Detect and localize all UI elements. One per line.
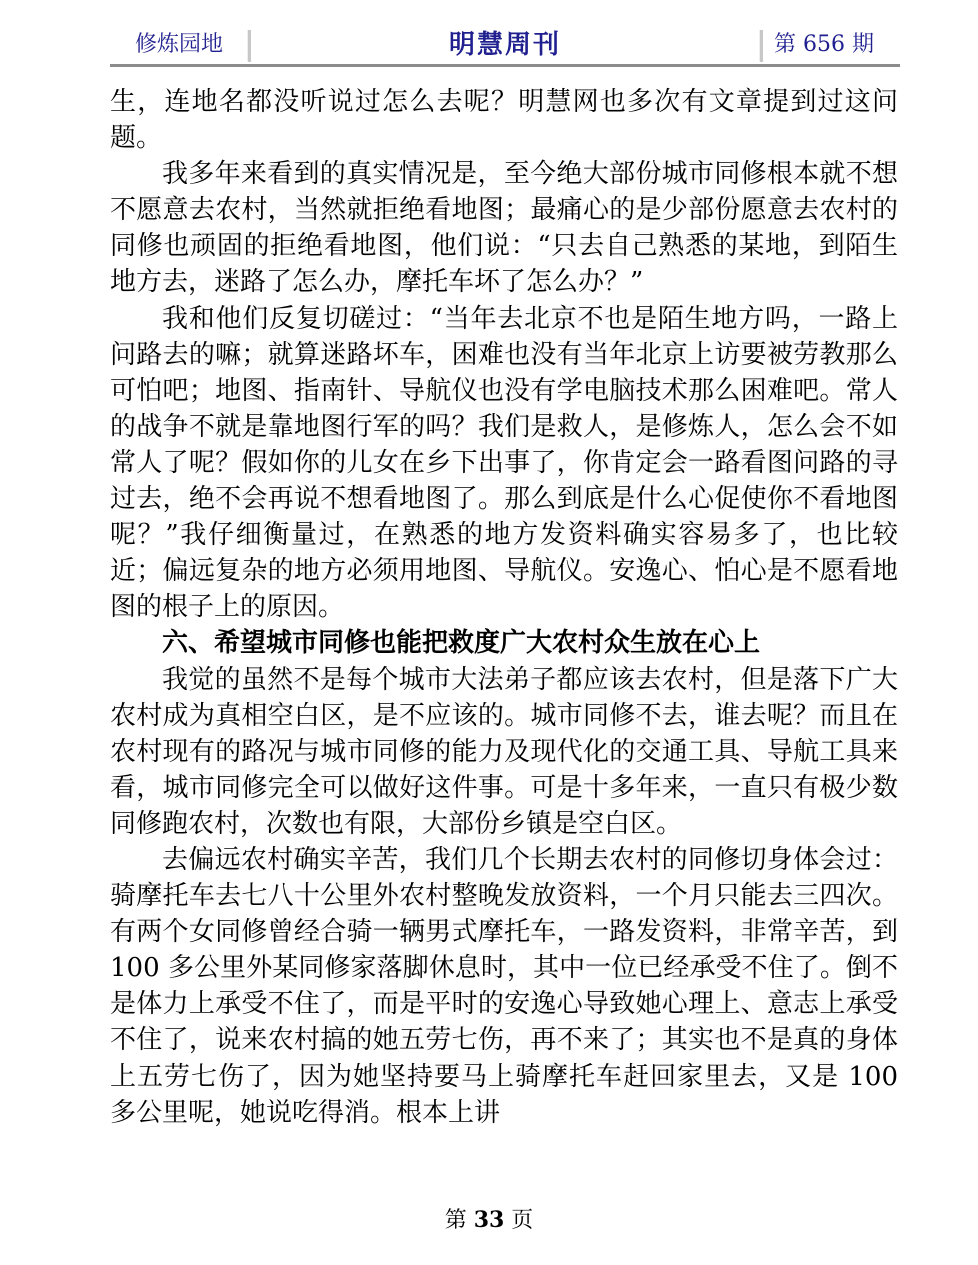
publication-title: 明慧周刊 bbox=[448, 30, 561, 60]
issue-number: 第 656 期 bbox=[774, 32, 874, 57]
page-header bbox=[110, 26, 900, 66]
page-number: 33 bbox=[473, 1207, 505, 1233]
footer-suffix: 页 bbox=[504, 1208, 534, 1233]
paragraph: 我和他们反复切磋过：“当年去北京不也是陌生地方吗，一路上问路去的嘛；就算迷路坏车，困难也没有当年北京上访要被劳教那么可怕吧；地图、指南针、导航仪也没有学电脑技术那么困难吧。常人的战争不就是靠地图行军的吗？我们是救人，是修炼人，怎么会不如常人了呢？假如你的儿女在乡下出事了，你肯定会一路看图问路的寻过去，绝不会再说不想看地图了。那么到底是什么心促使你不看地图呢？”我仔细衡量过，在熟悉的地方发资料确实容易多了，也比较近；偏远复杂的地方必须用地图、导航仪。安逸心、怕心是不愿看地图的根子上的原因。 bbox=[110, 303, 898, 623]
header-rule bbox=[110, 64, 900, 67]
section-name: 修炼园地 bbox=[134, 32, 223, 57]
footer-prefix: 第 bbox=[444, 1208, 474, 1233]
paragraph-continuation: 生，连地名都没听说过怎么去呢？明慧网也多次有文章提到过这问题。 bbox=[110, 87, 898, 154]
page-footer bbox=[0, 1205, 978, 1236]
article-body bbox=[110, 84, 898, 1131]
section-heading: 六、希望城市同修也能把救度广大农村众生放在心上 bbox=[162, 628, 761, 659]
paragraph: 我觉的虽然不是每个城市大法弟子都应该去农村，但是落下广大农村成为真相空白区，是不应该的。城市同修不去，谁去呢？而且在农村现有的路况与城市同修的能力及现代化的交通工具、导航工具来看，城市同修完全可以做好这件事。可是十多年来，一直只有极少数同修跑农村，次数也有限，大部份乡镇是空白区。 bbox=[110, 664, 898, 839]
paragraph: 我多年来看到的真实情况是，至今绝大部份城市同修根本就不想不愿意去农村，当然就拒绝看地图；最痛心的是少部份愿意去农村的同修也顽固的拒绝看地图，他们说：“只去自己熟悉的某地，到陌生地方去，迷路了怎么办，摩托车坏了怎么办？” bbox=[110, 159, 898, 298]
paragraph: 去偏远农村确实辛苦，我们几个长期去农村的同修切身体会过：骑摩托车去七八十公里外农村整晚发放资料，一个月只能去三四次。有两个女同修曾经合骑一辆男式摩托车，一路发资料，非常辛苦，到 100 多公里外某同修家落脚休息时，其中一位已经承受不住了。倒不是体力上承受不住了，而是平时的安逸心导致她心理上、意志上承受不住了，说来农村搞的她五劳七伤，再不来了；其实也不是真的身体上五劳七伤了，因为她坚持要马上骑摩托车赶回家里去，又是 100 多公里呢，她说吃得消。根本上讲 bbox=[110, 844, 898, 1128]
